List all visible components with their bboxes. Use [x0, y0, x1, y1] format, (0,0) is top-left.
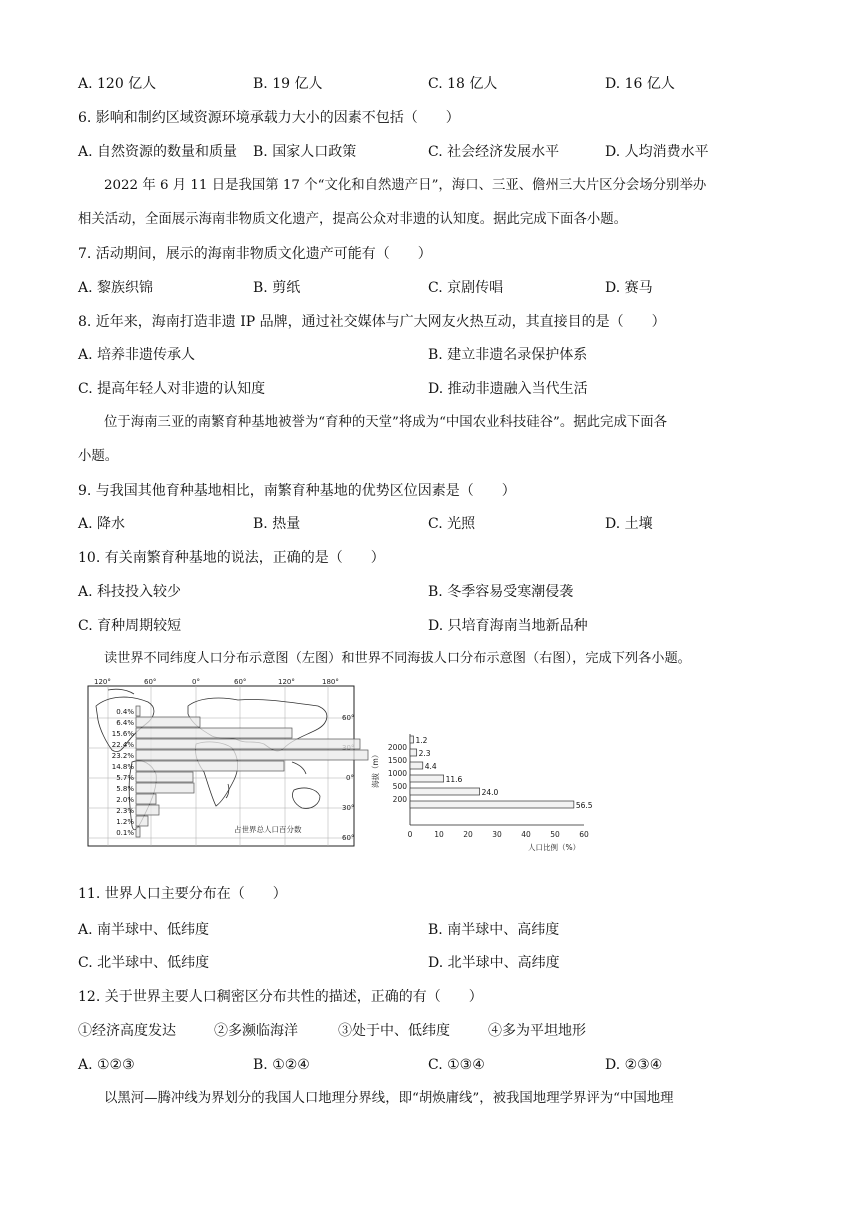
- map-band: [136, 706, 140, 716]
- lat-label: 60°: [342, 834, 355, 842]
- altitude-x-tick: 10: [434, 830, 444, 839]
- map-band: [136, 794, 156, 804]
- altitude-y-tick: 200: [392, 795, 407, 804]
- q10-option-c: C. 育种周期较短: [78, 618, 182, 634]
- q10-option-d: D. 只培育海南当地新品种: [428, 618, 588, 634]
- altitude-bar-value: 56.5: [575, 801, 593, 810]
- q7-option-b: B. 剪纸: [253, 280, 301, 296]
- q12-item-4: ④多为平坦地形: [488, 1023, 586, 1039]
- map-band-label: 1.2%: [116, 818, 134, 826]
- q11-option-d: D. 北半球中、高纬度: [428, 955, 560, 971]
- passage-heritage-line-1: 2022 年 6 月 11 日是我国第 17 个“文化和自然遗产日”，海口、三亚、儋州三大片区分会场分别举办: [104, 178, 707, 193]
- q6-option-a: A. 自然资源的数量和质量: [78, 144, 238, 160]
- map-band: [136, 805, 159, 815]
- map-band-label: 15.6%: [111, 730, 134, 738]
- q9-option-a: A. 降水: [78, 516, 126, 532]
- map-band-label: 2.0%: [116, 796, 134, 804]
- q8-option-b: B. 建立非遗名录保护体系: [428, 347, 588, 363]
- altitude-bars: [410, 736, 593, 810]
- q8-stem: 8. 近年来，海南打造非遗 IP 品牌，通过社交媒体与广大网友火热互动，其直接目的是（ ）: [78, 314, 666, 330]
- map-band: [136, 761, 284, 771]
- altitude-x-tick: 20: [463, 830, 473, 839]
- altitude-y-ticks: [388, 743, 407, 804]
- altitude-x-ticks: [408, 830, 589, 839]
- q5-option-a: A. 120 亿人: [78, 76, 157, 92]
- q10-option-b: B. 冬季容易受寒潮侵袭: [428, 584, 574, 600]
- map-band: [136, 750, 368, 760]
- altitude-y-tick: 1500: [387, 756, 407, 765]
- map-band: [136, 728, 292, 738]
- map-band-label: 22.4%: [111, 741, 134, 749]
- q5-option-c: C. 18 亿人: [428, 76, 498, 92]
- altitude-bar-value: 11.6: [445, 775, 463, 784]
- map-band-label: 2.3%: [116, 807, 134, 815]
- q9-option-c: C. 光照: [428, 516, 476, 532]
- q9-option-b: B. 热量: [253, 516, 301, 532]
- altitude-y-tick: 2000: [387, 743, 407, 752]
- passage-heritage-line-2: 相关活动，全面展示海南非物质文化遗产，提高公众对非遗的认知度。据此完成下面各小题。: [78, 212, 628, 227]
- q7-option-c: C. 京剧传唱: [428, 280, 504, 296]
- q11-option-a: A. 南半球中、低纬度: [78, 922, 210, 938]
- q12-item-3: ③处于中、低纬度: [338, 1023, 450, 1039]
- q6-option-d: D. 人均消费水平: [605, 144, 709, 160]
- q9-option-d: D. 土壤: [605, 516, 653, 532]
- q12-option-a: A. ①②③: [78, 1057, 135, 1073]
- q10-option-a: A. 科技投入较少: [78, 584, 182, 600]
- figure-svg: [88, 678, 608, 859]
- q9-stem: 9. 与我国其他育种基地相比，南繁育种基地的优势区位因素是（ ）: [78, 483, 516, 499]
- q12-item-2: ②多濒临海洋: [214, 1023, 298, 1039]
- passage-hu-line: 以黑河—腾冲线为界划分的我国人口地理分界线，即“胡焕庸线”，被我国地理学界评为“中国地理: [104, 1091, 674, 1106]
- map-band-label: 23.2%: [111, 752, 134, 760]
- map-band: [136, 816, 148, 826]
- map-band-label: 14.8%: [111, 763, 134, 771]
- q11-stem: 11. 世界人口主要分布在（ ）: [78, 886, 287, 902]
- map-band: [136, 827, 140, 837]
- q8-option-a: A. 培养非遗传承人: [78, 347, 196, 363]
- q11-option-b: B. 南半球中、高纬度: [428, 922, 560, 938]
- altitude-bar: [410, 762, 423, 769]
- q11-option-c: C. 北半球中、低纬度: [78, 955, 210, 971]
- lat-label: 0°: [346, 774, 354, 782]
- map-band: [136, 717, 200, 727]
- altitude-bar: [410, 775, 444, 782]
- altitude-bar-value: 1.2: [415, 736, 428, 745]
- altitude-bar: [410, 788, 480, 795]
- q12-option-c: C. ①③④: [428, 1057, 485, 1073]
- q12-option-b: B. ①②④: [253, 1057, 310, 1073]
- q8-option-d: D. 推动非遗融入当代生活: [428, 381, 588, 397]
- altitude-bar-value: 24.0: [481, 788, 499, 797]
- altitude-x-label: 人口比例（%）: [528, 843, 581, 852]
- q8-option-c: C. 提高年轻人对非遗的认知度: [78, 381, 266, 397]
- altitude-bar-value: 2.3: [418, 749, 431, 758]
- lon-label: 120°: [278, 678, 295, 686]
- map-band-label: 0.1%: [116, 829, 134, 837]
- population-figures: [88, 678, 608, 863]
- altitude-bar: [410, 736, 413, 743]
- altitude-x-tick: 40: [521, 830, 531, 839]
- altitude-x-tick: 0: [407, 830, 413, 839]
- q7-option-d: D. 赛马: [605, 280, 653, 296]
- lon-label: 60°: [234, 678, 247, 686]
- map-band: [136, 772, 193, 782]
- altitude-bar: [410, 801, 574, 808]
- altitude-chart: [370, 734, 593, 852]
- map-band-label: 0.4%: [116, 708, 134, 716]
- q6-option-c: C. 社会经济发展水平: [428, 144, 560, 160]
- lon-label: 180°: [322, 678, 339, 686]
- altitude-x-tick: 60: [579, 830, 589, 839]
- map-legend-label: 占世界总人口百分数: [234, 825, 302, 834]
- lon-label: 60°: [144, 678, 157, 686]
- q12-stem: 12. 关于世界主要人口稠密区分布共性的描述，正确的有（ ）: [78, 989, 483, 1005]
- q7-stem: 7. 活动期间，展示的海南非物质文化遗产可能有（ ）: [78, 246, 432, 262]
- q6-stem: 6. 影响和制约区域资源环境承载力大小的因素不包括（ ）: [78, 110, 460, 126]
- map-band: [136, 739, 360, 749]
- altitude-axis-label: 海拔（m）: [371, 750, 380, 788]
- q12-item-1: ①经济高度发达: [78, 1023, 176, 1039]
- altitude-x-tick: 50: [550, 830, 560, 839]
- altitude-y-tick: 500: [392, 782, 407, 791]
- q7-option-a: A. 黎族织锦: [78, 280, 154, 296]
- q5-option-b: B. 19 亿人: [253, 76, 323, 92]
- map-band-label: 5.7%: [116, 774, 134, 782]
- passage-population: 读世界不同纬度人口分布示意图（左图）和世界不同海拔人口分布示意图（右图），完成下列各小题。: [104, 651, 691, 666]
- passage-seed-line-1: 位于海南三亚的南繁育种基地被誉为“育种的天堂”将成为“中国农业科技硅谷”。据此完成下面各: [104, 415, 668, 430]
- map-band-label: 5.8%: [116, 785, 134, 793]
- altitude-y-tick: 1000: [387, 769, 407, 778]
- lon-label: 120°: [94, 678, 111, 686]
- q5-option-d: D. 16 亿人: [605, 76, 675, 92]
- altitude-x-tick: 30: [492, 830, 502, 839]
- altitude-bar: [410, 749, 417, 756]
- q12-option-d: D. ②③④: [605, 1057, 663, 1073]
- map-band: [136, 783, 194, 793]
- map-band-label: 6.4%: [116, 719, 134, 727]
- q6-option-b: B. 国家人口政策: [253, 144, 357, 160]
- q10-stem: 10. 有关南繁育种基地的说法，正确的是（ ）: [78, 550, 385, 566]
- lat-label: 30°: [342, 804, 355, 812]
- altitude-bar-value: 4.4: [424, 762, 437, 771]
- passage-seed-line-2: 小题。: [78, 449, 119, 464]
- lat-label: 60°: [342, 714, 355, 722]
- lon-label: 0°: [192, 678, 200, 686]
